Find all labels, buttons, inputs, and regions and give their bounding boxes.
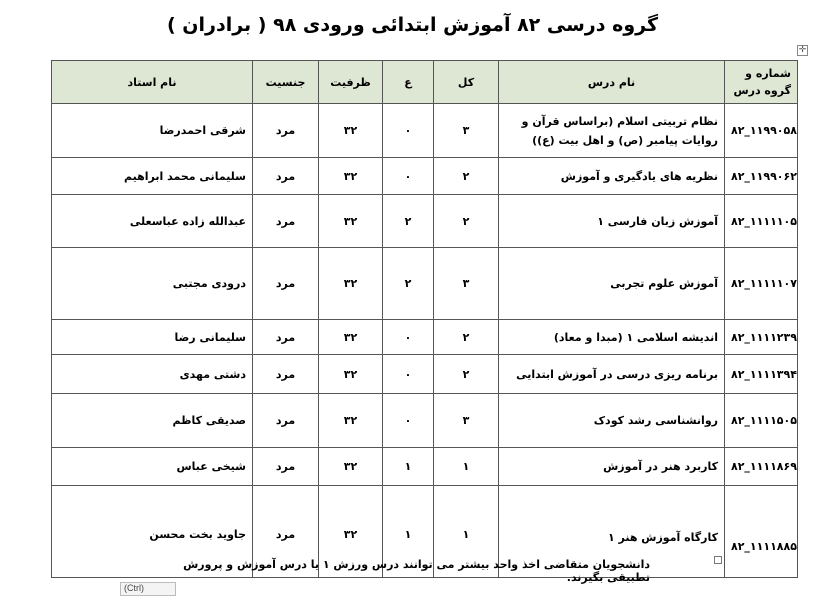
teacher-name: سلیمانی محمد ابراهیم <box>52 158 253 195</box>
course-code: ۸۲_۱۱۱۱۱۰۷ <box>725 248 798 320</box>
header-gender: جنسیت <box>253 61 319 104</box>
table-row <box>52 355 798 394</box>
table-row <box>52 394 798 448</box>
capacity: ۳۲ <box>319 248 383 320</box>
teacher-name: درودی مجتبی <box>52 248 253 320</box>
gender: مرد <box>253 486 319 578</box>
total-units: ۲ <box>434 158 499 195</box>
course-name: کاربرد هنر در آموزش <box>499 448 725 486</box>
teacher-name: عبدالله زاده عباسعلی <box>52 195 253 248</box>
gender: مرد <box>253 248 319 320</box>
capacity: ۳۲ <box>319 394 383 448</box>
total-units: ۱ <box>434 448 499 486</box>
course-name: آموزش علوم تجربی <box>499 248 725 320</box>
table-row <box>52 158 798 195</box>
capacity: ۳۲ <box>319 320 383 355</box>
header-code: شماره و گروه درس <box>725 61 798 104</box>
course-code: ۸۲_۱۱۱۱۲۳۹ <box>725 320 798 355</box>
practical-units: ۰ <box>383 158 434 195</box>
capacity: ۳۲ <box>319 195 383 248</box>
gender: مرد <box>253 104 319 158</box>
course-name: آموزش زبان فارسی ۱ <box>499 195 725 248</box>
course-code: ۸۲_۱۱۱۱۸۶۹ <box>725 448 798 486</box>
course-code: ۸۲_۱۱۹۹۰۶۲ <box>725 158 798 195</box>
table-row <box>52 320 798 355</box>
teacher-name: دشتی مهدی <box>52 355 253 394</box>
table-row <box>52 104 798 158</box>
teacher-name: شرقی احمدرضا <box>52 104 253 158</box>
teacher-name: صدیقی کاظم <box>52 394 253 448</box>
page-title: گروه درسی ۸۲ آموزش ابتدائی ورودی ۹۸ ( برادران ) <box>166 14 659 36</box>
gender: مرد <box>253 355 319 394</box>
header-course: نام درس <box>499 61 725 104</box>
practical-units: ۰ <box>383 320 434 355</box>
gender: مرد <box>253 394 319 448</box>
course-name: برنامه ریزی درسی در آموزش ابتدایی <box>499 355 725 394</box>
course-name: اندیشه اسلامی ۱ (مبدا و معاد) <box>499 320 725 355</box>
paste-options-button[interactable]: (Ctrl) <box>120 582 176 596</box>
table-row <box>52 448 798 486</box>
practical-units: ۰ <box>383 355 434 394</box>
total-units: ۲ <box>434 355 499 394</box>
gender: مرد <box>253 158 319 195</box>
course-table <box>51 60 798 578</box>
header-total: کل <box>434 61 499 104</box>
total-units: ۳ <box>434 248 499 320</box>
course-code: ۸۲_۱۱۱۱۵۰۵ <box>725 394 798 448</box>
capacity: ۳۲ <box>319 448 383 486</box>
practical-units: ۲ <box>383 248 434 320</box>
table-move-handle-icon[interactable]: ✛ <box>798 45 807 55</box>
practical-units: ۲ <box>383 195 434 248</box>
header-teacher: نام استاد <box>52 61 253 104</box>
capacity: ۳۲ <box>319 104 383 158</box>
gender: مرد <box>253 320 319 355</box>
gender: مرد <box>253 448 319 486</box>
total-units: ۱ <box>434 486 499 578</box>
capacity: ۳۲ <box>319 486 383 578</box>
header-practical: ع <box>383 61 434 104</box>
gender: مرد <box>253 195 319 248</box>
course-name: روانشناسی رشد کودک <box>499 394 725 448</box>
practical-units: ۰ <box>383 104 434 158</box>
table-header-row <box>52 61 798 104</box>
course-name: کارگاه آموزش هنر ۱ <box>499 486 725 578</box>
total-units: ۳ <box>434 104 499 158</box>
course-code: ۸۲_۱۱۱۱۸۸۵ <box>725 486 798 578</box>
capacity: ۳۲ <box>319 158 383 195</box>
teacher-name: جاوید بخت محسن <box>52 486 253 578</box>
course-code: ۸۲_۱۱۱۱۱۰۵ <box>725 195 798 248</box>
practical-units: ۰ <box>383 394 434 448</box>
total-units: ۲ <box>434 195 499 248</box>
practical-units: ۱ <box>383 486 434 578</box>
teacher-name: شیخی عباس <box>52 448 253 486</box>
teacher-name: سلیمانی رضا <box>52 320 253 355</box>
course-code: ۸۲_۱۱۱۱۳۹۴ <box>725 355 798 394</box>
capacity: ۳۲ <box>319 355 383 394</box>
header-capacity: ظرفیت <box>319 61 383 104</box>
practical-units: ۱ <box>383 448 434 486</box>
course-name: نظریه های یادگیری و آموزش <box>499 158 725 195</box>
total-units: ۲ <box>434 320 499 355</box>
total-units: ۳ <box>434 394 499 448</box>
course-name: نظام تربیتی اسلام (براساس قرآن و روایات پیامبر (ص) و اهل بیت (ع)) <box>499 104 725 158</box>
footer-note: دانشجویان متقاضی اخذ واحد بیشتر می توانند درس ورزش ۱ یا درس آموزش و پرورش تطبیقی بگیرند. <box>183 558 650 584</box>
table-row <box>52 195 798 248</box>
table-row <box>52 248 798 320</box>
table-resize-handle[interactable] <box>714 556 722 564</box>
course-code: ۸۲_۱۱۹۹۰۵۸ <box>725 104 798 158</box>
